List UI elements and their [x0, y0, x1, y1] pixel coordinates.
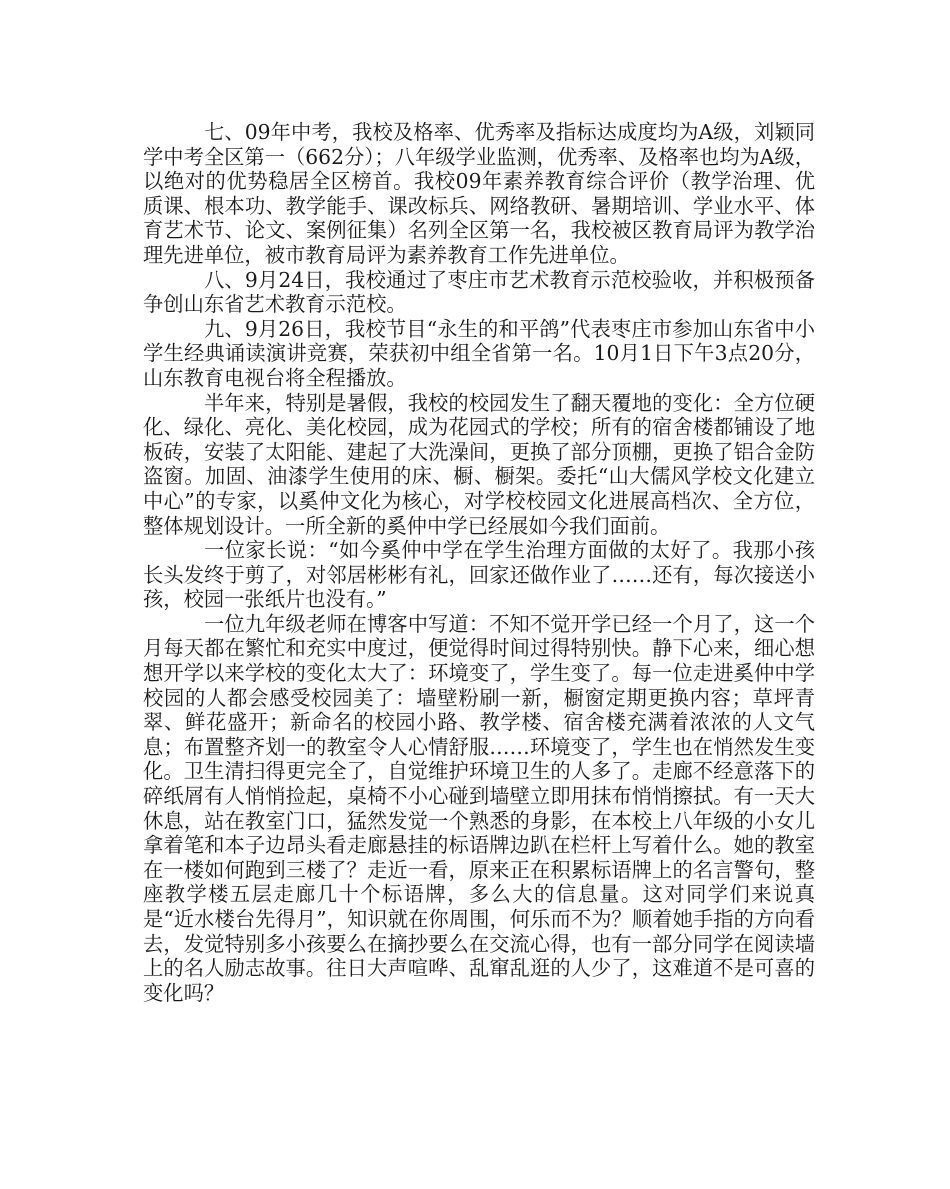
- paragraph-item-7-exam-results: 七、09年中考，我校及格率、优秀率及指标达成度均为A级，刘颖同学中考全区第一（662分）；八年级学业监测，优秀率、及格率也均为A级，以绝对的优势稳居全区榜首。我校09年素养教育综合评价（教学治理、优质课、根本功、教学能手、课改标兵、网络教研、暑期培训、学业水平、体育艺术节、论文、案例征集）名列全区第一名，我校被区教育局评为教学治理先进单位，被市教育局评为素养教育工作先进单位。: [143, 120, 815, 267]
- paragraph-item-8-art-school: 八、9月24日，我校通过了枣庄市艺术教育示范校验收，并积极预备争创山东省艺术教育示范校。: [143, 267, 815, 317]
- paragraph-campus-changes: 半年来，特别是暑假，我校的校园发生了翻天覆地的变化：全方位硬化、绿化、亮化、美化校园，成为花园式的学校；所有的宿舍楼都铺设了地板砖，安装了太阳能、建起了大洗澡间，更换了部分顶棚，更换了铝合金防盗窗。加固、油漆学生使用的床、橱、橱架。委托“山大儒风学校文化建立中心”的专家，以奚仲文化为核心，对学校校园文化进展高档次、全方位，整体规划设计。一所全新的奚仲中学已经展如今我们面前。: [143, 390, 815, 538]
- document-body: [143, 120, 815, 1005]
- paragraph-parent-quote: 一位家长说：“如今奚仲中学在学生治理方面做的太好了。我那小孩长头发终于剪了，对邻居彬彬有礼，回家还做作业了……还有，每次接送小孩，校园一张纸片也没有。”: [143, 538, 815, 612]
- paragraph-item-9-recital-contest: 九、9月26日，我校节目“永生的和平鸽”代表枣庄市参加山东省中小学生经典诵读演讲竞赛，荣获初中组全省第一名。10月1日下午3点20分，山东教育电视台将全程播放。: [143, 316, 815, 390]
- paragraph-teacher-blog: 一位九年级老师在博客中写道：不知不觉开学已经一个月了，这一个月每天都在繁忙和充实中度过，便觉得时间过得特别快。静下心来，细心想想开学以来学校的变化太大了：环境变了，学生变了。每一位走进奚仲中学校园的人都会感受校园美了：墙壁粉刷一新，橱窗定期更换内容；草坪青翠、鲜花盛开；新命名的校园小路、教学楼、宿舍楼充满着浓浓的人文气息；布置整齐划一的教室令人心情舒服……环境变了，学生也在悄然发生变化。卫生清扫得更完全了，自觉维护环境卫生的人多了。走廊不经意落下的碎纸屑有人悄悄捡起，桌椅不小心碰到墙壁立即用抹布悄悄擦拭。有一天大休息，站在教室门口，猛然发觉一个熟悉的身影，在本校上八年级的小女儿拿着笔和本子边昂头看走廊悬挂的标语牌边趴在栏杆上写着什么。她的教室在一楼如何跑到三楼了？走近一看，原来正在积累标语牌上的名言警句，整座教学楼五层走廊几十个标语牌，多么大的信息量。这对同学们来说真是“近水楼台先得月”，知识就在你周围，何乐而不为？顺着她手指的方向看去，发觉特别多小孩要么在摘抄要么在交流心得，也有一部分同学在阅读墙上的名人励志故事。往日大声喧哗、乱窜乱逛的人少了，这难道不是可喜的变化吗？: [143, 611, 815, 1005]
